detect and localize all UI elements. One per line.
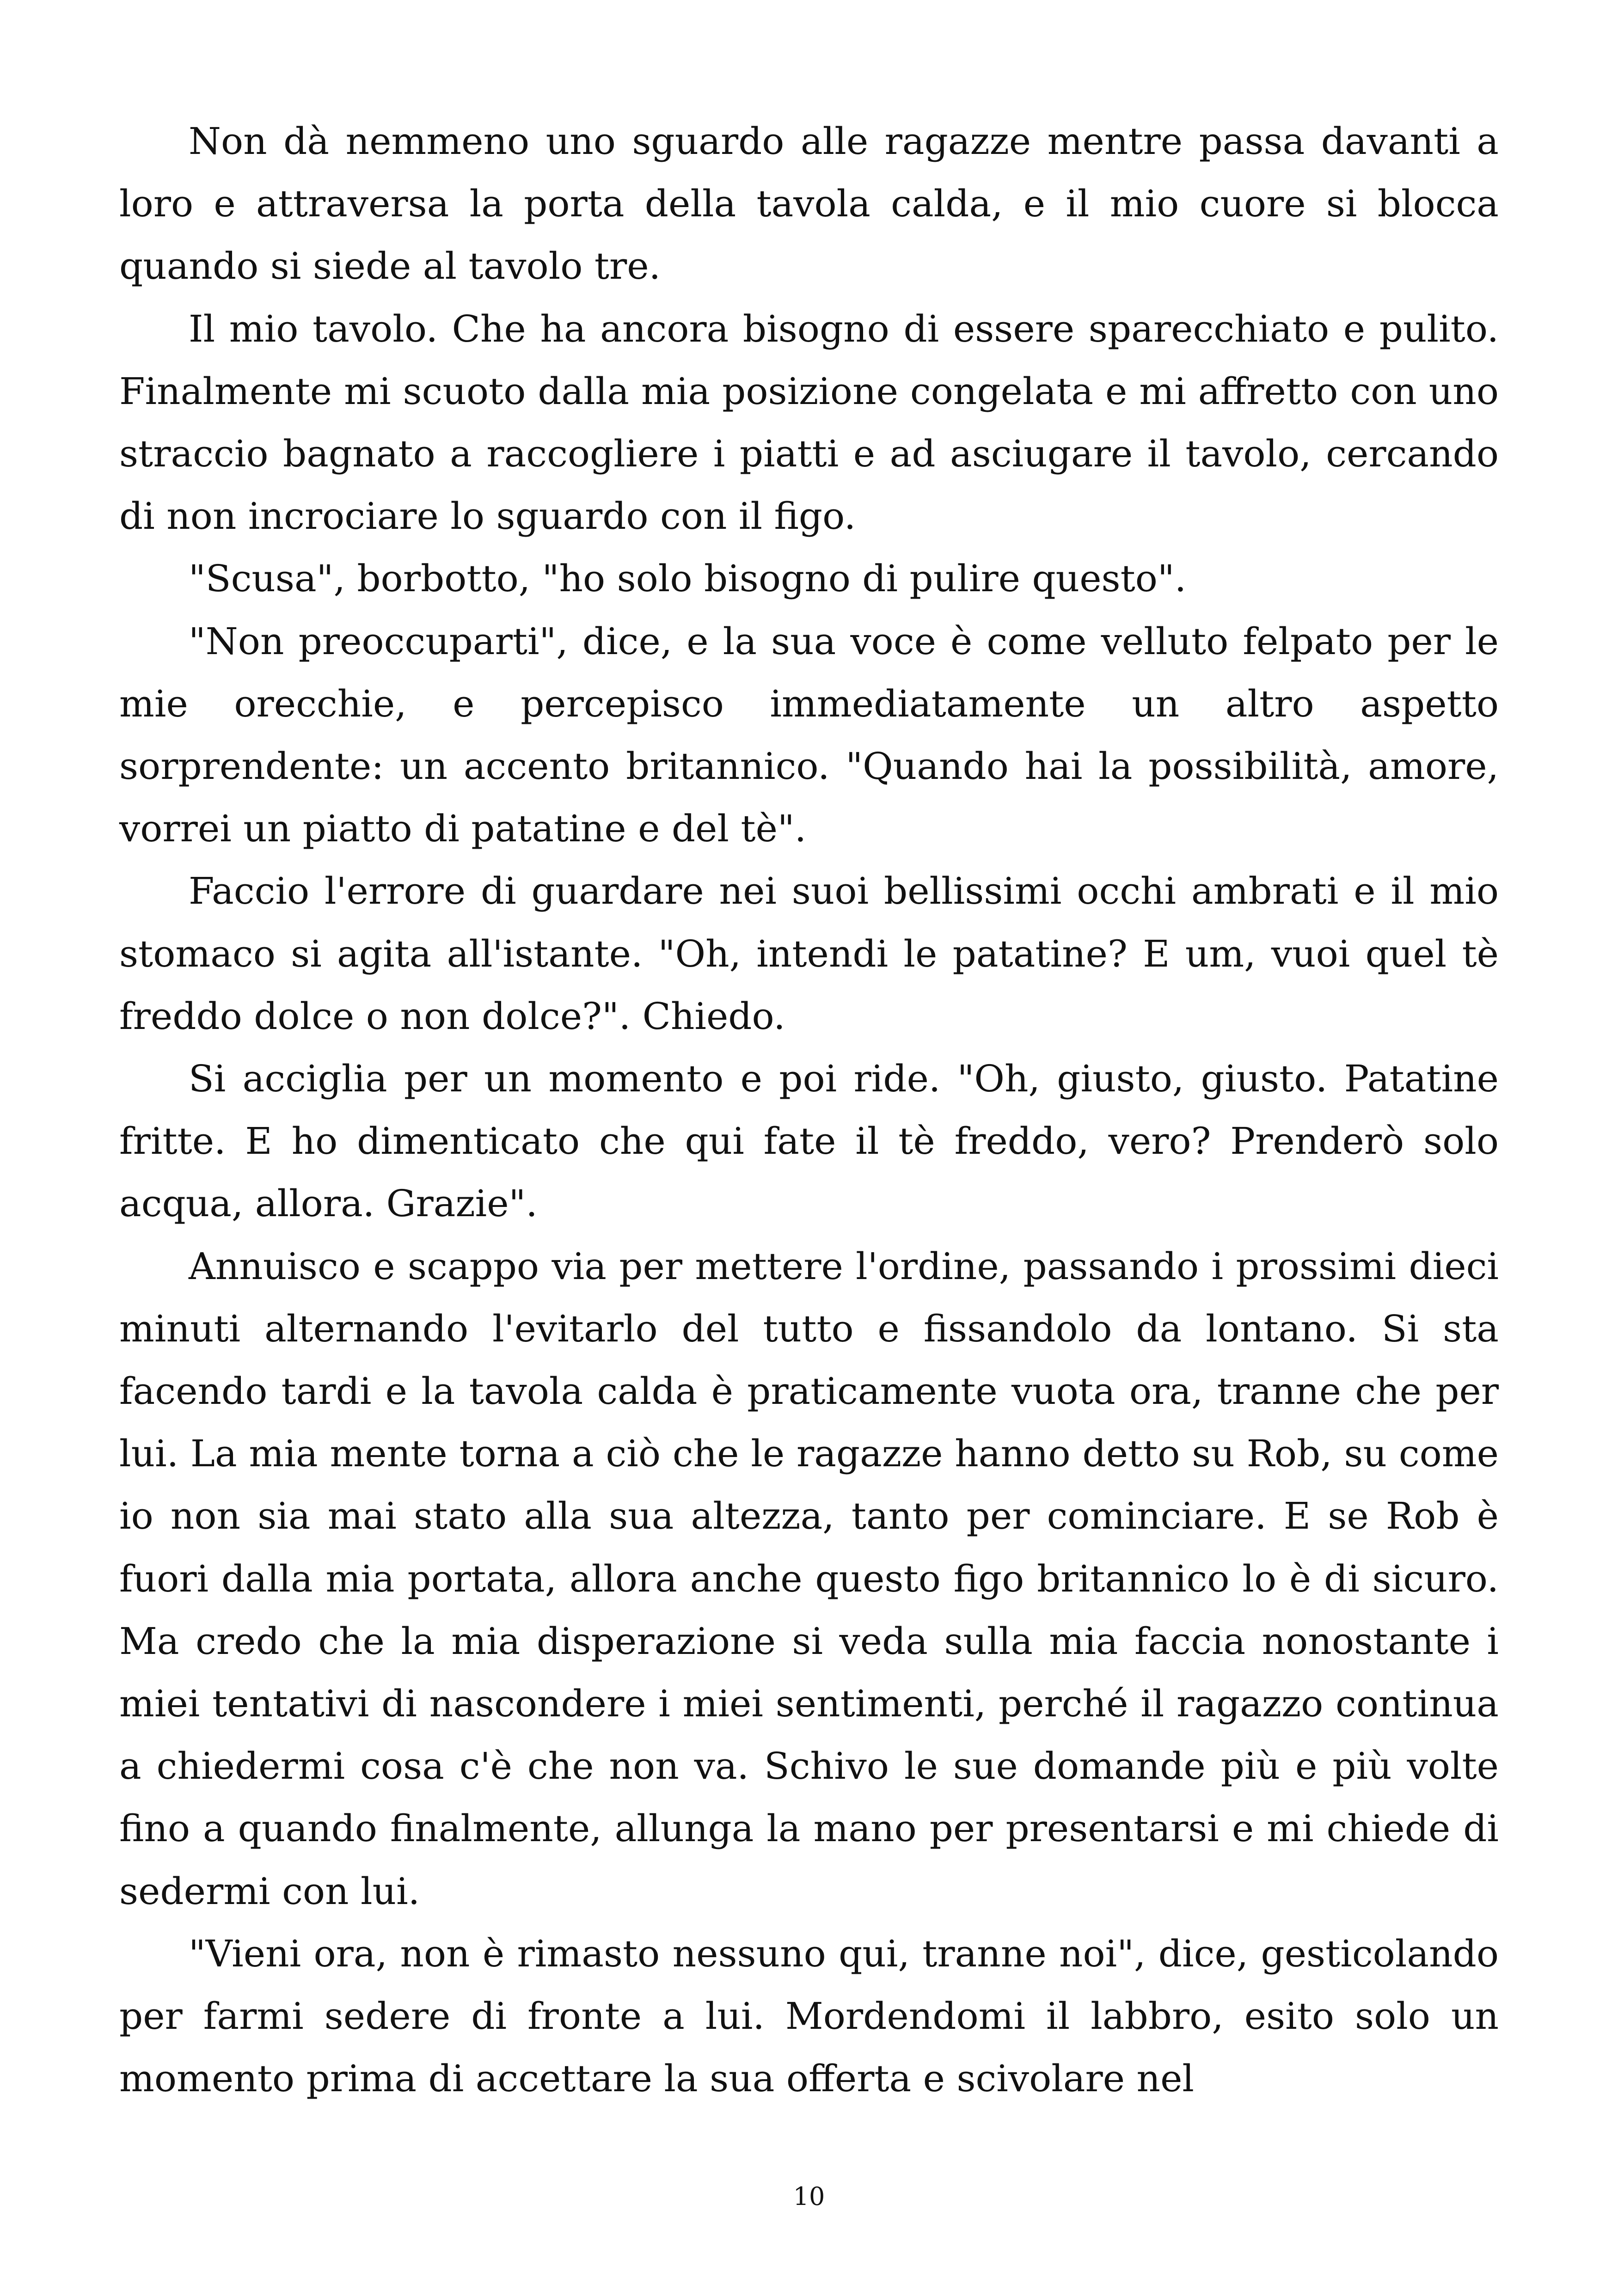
paragraph: Faccio l'errore di guardare nei suoi bellissimi occhi ambrati e il mio stomaco si agita all'istante. "Oh, intendi le patatine? E um, vuoi quel tè freddo dolce o non dolce?". Chiedo. — [119, 869, 1499, 1038]
paragraph: Non dà nemmeno uno sguardo alle ragazze mentre passa davanti a loro e attraversa la porta della tavola calda, e il mio cuore si blocca quando si siede al tavolo tre. — [119, 120, 1499, 288]
paragraph: Si acciglia per un momento e poi ride. "Oh, giusto, giusto. Patatine fritte. E ho dimenticato che qui fate il tè freddo, vero? Prenderò solo acqua, allora. Grazie". — [119, 1057, 1499, 1225]
paragraph: Il mio tavolo. Che ha ancora bisogno di essere sparecchiato e pulito. Finalmente mi scuoto dalla mia posizione congelata e mi affretto con uno straccio bagnato a raccogliere i piatti e ad asciugare il tavolo, cercando di non incrociare lo sguardo con il figo. — [119, 307, 1499, 538]
paragraph: "Non preoccuparti", dice, e la sua voce è come velluto felpato per le mie orecchie, e percepisco immediatamente un altro aspetto sorprendente: un accento britannico. "Quando hai la possibilità, amore, vorrei un piatto di patatine e del tè". — [119, 619, 1499, 851]
paragraph: "Scusa", borbotto, "ho solo bisogno di pulire questo". — [189, 557, 1187, 600]
paragraph: "Vieni ora, non è rimasto nessuno qui, tranne noi", dice, gesticolando per farmi sedere di fronte a lui. Mordendomi il labbro, esito solo un momento prima di accettare la sua offerta e scivolare nel — [119, 1932, 1499, 2100]
paragraph: Annuisco e scappo via per mettere l'ordine, passando i prossimi dieci minuti alternando l'evitarlo del tutto e fissandolo da lontano. Si sta facendo tardi e la tavola calda è praticamente vuota ora, tranne che per lui. La mia mente torna a ciò che le ragazze hanno detto su Rob, su come io non sia mai stato alla sua altezza, tanto per cominciare. E se Rob è fuori dalla mia portata, allora anche questo figo britannico lo è di sicuro. Ma credo che la mia disperazione si veda sulla mia faccia nonostante i miei tentativi di nascondere i miei sentimenti, perché il ragazzo continua a chiedermi cosa c'è che non va. Schivo le sue domande più e più volte fino a quando finalmente, allunga la mano per presentarsi e mi chiede di sedermi con lui. — [119, 1244, 1499, 1913]
body-text — [119, 110, 1499, 2110]
page-number: 10 — [793, 2182, 825, 2211]
